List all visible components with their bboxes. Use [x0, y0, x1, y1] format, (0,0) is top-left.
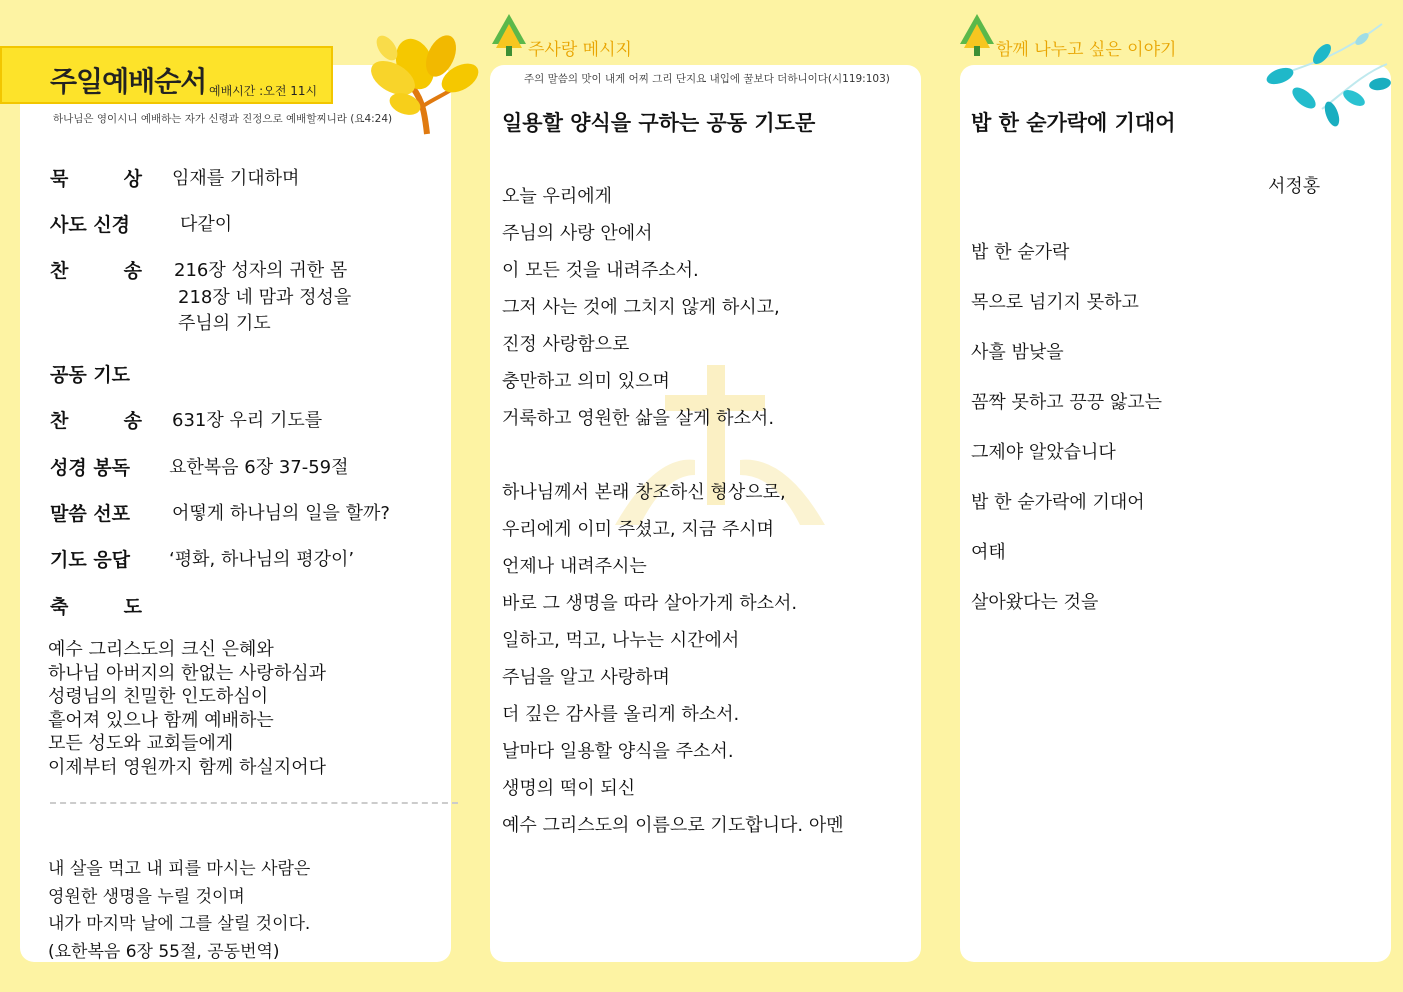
story-author: 서정홍 — [1268, 176, 1321, 197]
section-title-story: 함께 나누고 싶은 이야기 — [996, 40, 1177, 60]
pine-tree-icon — [492, 14, 526, 56]
story-heading: 밥 한 숟가락에 기대어 — [971, 111, 1176, 135]
worship-verse: 하나님은 영이시니 예배하는 자가 신령과 진정으로 예배할찌니라 (요4:24) — [53, 113, 393, 125]
poem-line: 살아왔다는 것을 — [971, 592, 1099, 613]
poem-text — [971, 228, 1162, 628]
poem-line: 밥 한 숟가락 — [971, 242, 1070, 263]
section-title-message: 주사랑 메시지 — [528, 40, 632, 60]
prayer-text: 오늘 우리에게 주님의 사랑 안에서 이 모든 것을 내려주소서. 그저 사는 것에 그치지 않게 하시고, 진정 사랑함으로 충만하고 의미 있으며 거룩하고 영원한 삶을 살게 하소서. 하나님께서 본래 창조하신 형상으로, 우리에게 이미 주셨고, 지금 주시며 언제나 내려주시는 바로 그 생명을 따라 살아가게 하소서. 일하고, 먹고, 나누는 시간에서 주님을 알고 사랑하며 더 깊은 감사를 올리게 하소서. 날마다 일용할 양식을 주소서. 생명의 떡이 되신 예수 그리스도의 이름으로 기도합니다. 아멘 — [502, 186, 844, 836]
closing-verse: 내 살을 먹고 내 피를 마시는 사람은 영원한 생명을 누릴 것이며 내가 마지막 날에 그를 살릴 것이다. (요한복음 6장 55절, 공동번역) — [48, 859, 311, 962]
poem-line: 꼼짝 못하고 끙끙 앓고는 — [971, 392, 1163, 413]
poem-line: 여태 — [971, 542, 1006, 563]
divider — [50, 802, 458, 804]
page-title: 주일예배순서 — [50, 65, 207, 98]
pine-tree-icon — [960, 14, 994, 56]
poem-line: 사흘 밤낮을 — [971, 342, 1064, 363]
leaf-branch-icon — [1262, 14, 1397, 139]
prayer-heading: 일용할 양식을 구하는 공동 기도문 — [502, 111, 816, 135]
poem-line: 밥 한 숟가락에 기대어 — [971, 492, 1145, 513]
title-banner — [0, 46, 333, 104]
service-time: 예배시간 :오전 11시 — [209, 84, 318, 98]
poem-line: 그제야 알았습니다 — [971, 442, 1116, 463]
benediction-text: 예수 그리스도의 크신 은혜와 하나님 아버지의 한없는 사랑하심과 성령님의 친밀한 인도하심이 흩어져 있으나 함께 예배하는 모든 성도와 교회들에게 이제부터 영원까지 함께 하실지어다 — [48, 639, 326, 778]
poem-line: 목으로 넘기지 못하고 — [971, 292, 1139, 313]
message-verse: 주의 말씀의 맛이 내게 어찌 그리 단지요 내입에 꿀보다 더하니이다(시119:103) — [524, 73, 890, 85]
